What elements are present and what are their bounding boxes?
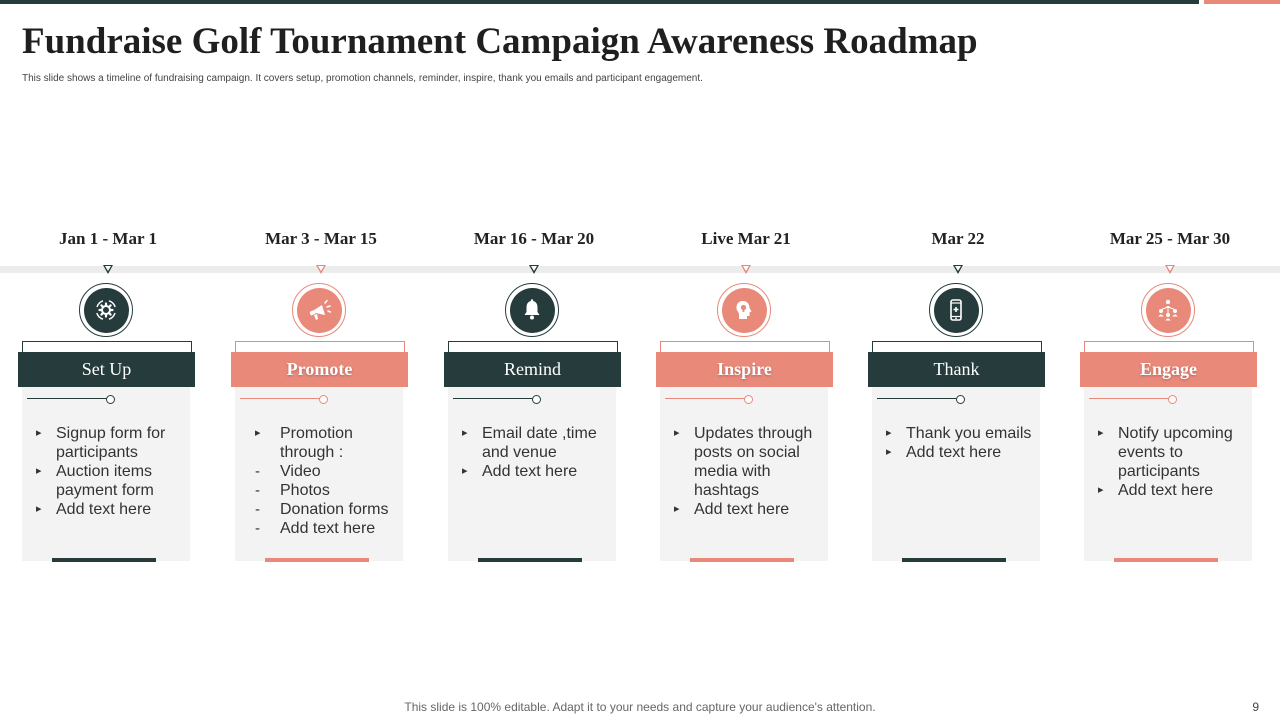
list-item: ▸ Add text here xyxy=(460,462,620,481)
list-item: ▸ Add text here xyxy=(34,500,194,519)
card-bottom-bar xyxy=(478,558,582,562)
connector-line xyxy=(453,398,535,399)
connector-line xyxy=(665,398,747,399)
list-item: ▸ Add text here xyxy=(672,500,832,519)
stage-setup xyxy=(18,225,198,570)
stage-inspire xyxy=(656,225,836,570)
connector-line xyxy=(877,398,959,399)
timeline-marker xyxy=(1165,265,1175,274)
stage-date: Mar 22 xyxy=(931,229,985,248)
stage-remind xyxy=(444,225,624,570)
slide-footer: This slide is 100% editable. Adapt it to your needs and capture your audience's attention. xyxy=(404,700,876,714)
timeline-marker xyxy=(316,265,326,274)
stage-promote xyxy=(231,225,411,570)
top-accent-bar-coral xyxy=(1204,0,1280,4)
timeline-marker xyxy=(103,265,113,274)
stage-date: Jan 1 - Mar 1 xyxy=(59,229,157,248)
list-item: ▸ Signup form for participants xyxy=(34,424,194,462)
card-bottom-bar xyxy=(52,558,156,562)
list-item: ▸ Email date ,time and venue xyxy=(460,424,620,462)
card-bottom-bar xyxy=(902,558,1006,562)
list-item: ▸ Add text here xyxy=(884,443,1044,462)
slide-subtitle: This slide shows a timeline of fundraising campaign. It covers setup, promotion channels, reminder, inspire, thank you emails and participant engagement. xyxy=(22,73,703,84)
stage-label: Remind xyxy=(444,352,621,387)
stage-label: Inspire xyxy=(656,352,833,387)
bell-icon xyxy=(520,298,544,322)
stage-items xyxy=(1096,424,1256,500)
top-accent-bar-dark xyxy=(0,0,1199,4)
stage-items xyxy=(672,424,832,519)
list-item: ▸ Promotion through : xyxy=(253,424,399,462)
timeline-marker xyxy=(953,265,963,274)
list-item: - Video xyxy=(253,462,399,481)
card-bottom-bar xyxy=(265,558,369,562)
stage-icon xyxy=(79,283,133,337)
timeline-marker xyxy=(529,265,539,274)
stage-icon xyxy=(292,283,346,337)
stage-items xyxy=(460,424,620,481)
timeline-marker xyxy=(741,265,751,274)
connector-line xyxy=(27,398,109,399)
connector-line xyxy=(240,398,322,399)
stage-date: Mar 16 - Mar 20 xyxy=(473,229,595,248)
list-item: - Add text here xyxy=(253,519,399,538)
head-idea-icon xyxy=(732,298,756,322)
stage-icon xyxy=(1141,283,1195,337)
stage-icon xyxy=(717,283,771,337)
list-item: ▸ Add text here xyxy=(1096,481,1256,500)
megaphone-icon xyxy=(306,297,332,323)
stage-label: Engage xyxy=(1080,352,1257,387)
smartphone-icon xyxy=(944,298,968,322)
list-item: ▸ Notify upcoming events to participants xyxy=(1096,424,1256,481)
list-item: ▸ Updates through posts on social media with hashtags xyxy=(672,424,832,500)
stage-items xyxy=(34,424,194,519)
list-item: ▸ Auction items payment form xyxy=(34,462,194,500)
list-item: - Donation forms xyxy=(253,500,399,519)
stage-items xyxy=(253,424,399,538)
stage-thank xyxy=(868,225,1048,570)
page-number: 9 xyxy=(1252,700,1259,714)
connector-line xyxy=(1089,398,1171,399)
gear-cycle-icon xyxy=(93,297,119,323)
card-bottom-bar xyxy=(690,558,794,562)
stage-label: Set Up xyxy=(18,352,195,387)
stage-date: Mar 25 - Mar 30 xyxy=(1109,229,1231,248)
card-bottom-bar xyxy=(1114,558,1218,562)
stage-engage xyxy=(1080,225,1260,570)
list-item: ▸ Thank you emails xyxy=(884,424,1044,443)
slide-title: Fundraise Golf Tournament Campaign Awareness Roadmap xyxy=(22,21,978,62)
stage-items xyxy=(884,424,1044,462)
stage-date: Live Mar 21 xyxy=(701,229,791,248)
stage-icon xyxy=(505,283,559,337)
stage-date: Mar 3 - Mar 15 xyxy=(265,229,377,248)
stage-icon xyxy=(929,283,983,337)
people-network-icon xyxy=(1155,297,1181,323)
stage-label: Thank xyxy=(868,352,1045,387)
list-item: - Photos xyxy=(253,481,399,500)
stage-label: Promote xyxy=(231,352,408,387)
